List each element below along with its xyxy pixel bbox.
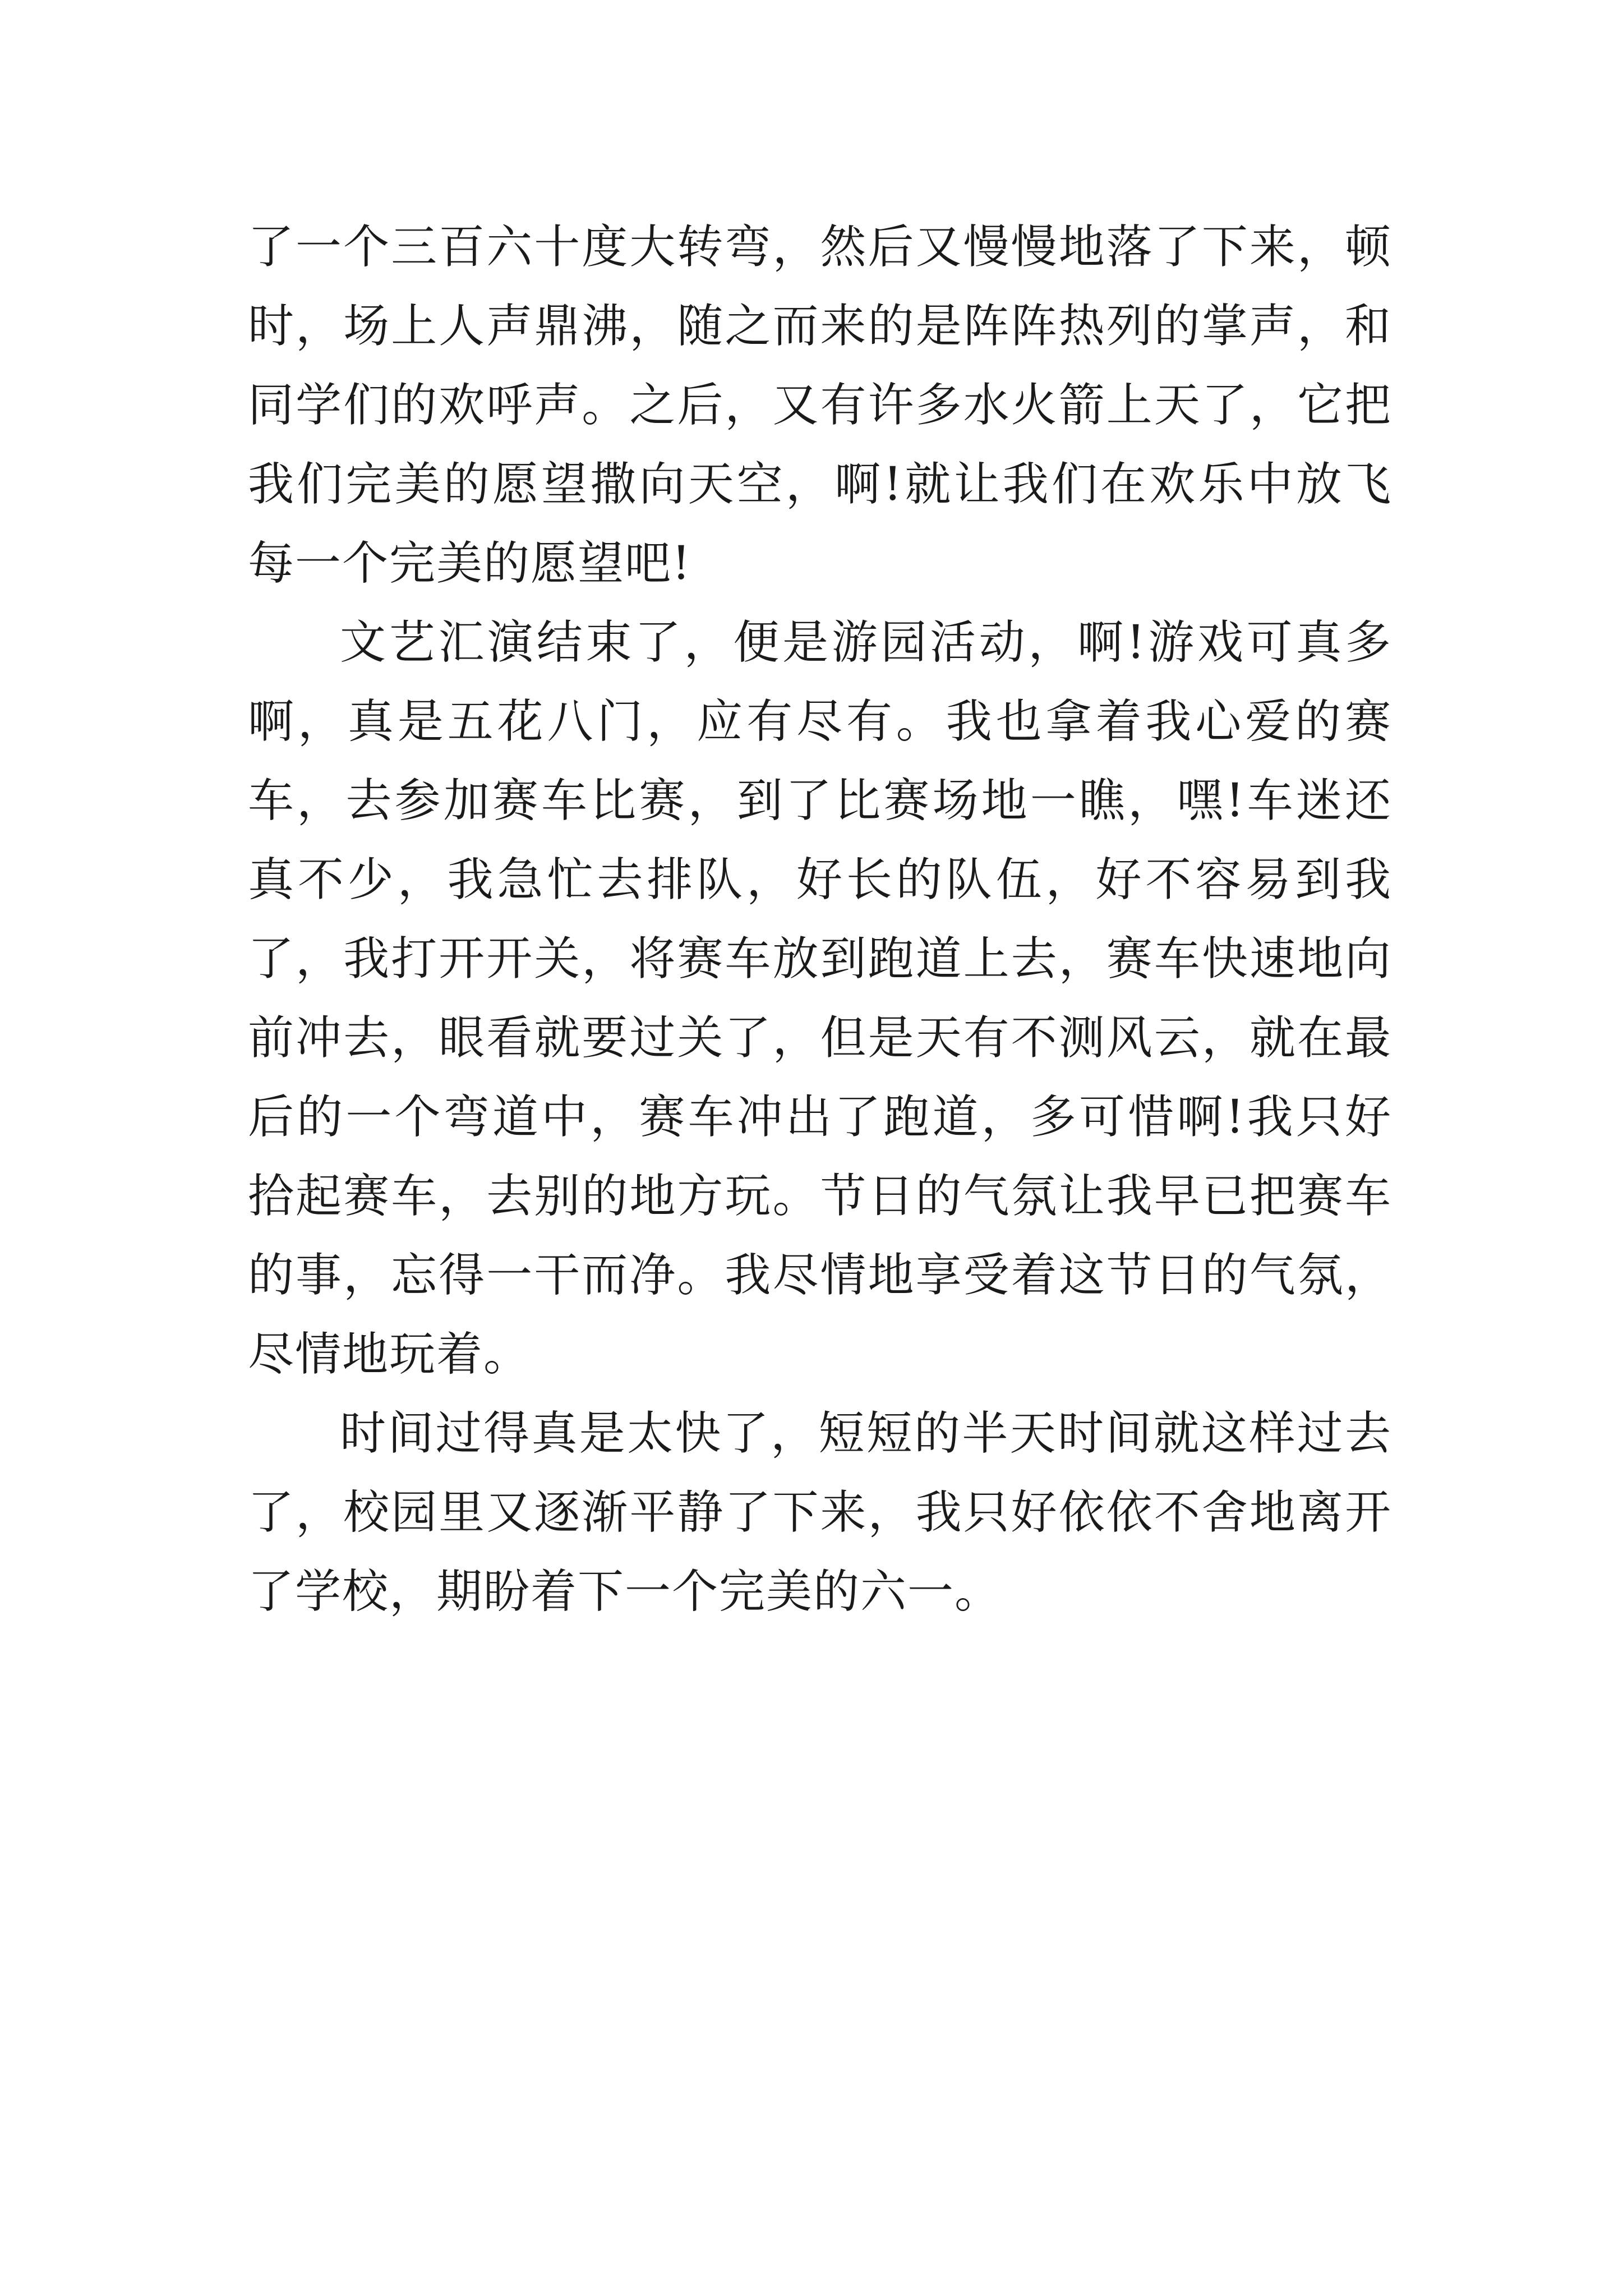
paragraph-conclusion: 时间过得真是太快了，短短的半天时间就这样过去了，校园里又逐渐平静了下来，我只好依依不舍地离开了学校，期盼着下一个完美的六一。 [248,1407,1392,1618]
paragraph-continuation: 了一个三百六十度大转弯，然后又慢慢地落了下来，顿时，场上人声鼎沸，随之而来的是阵阵热列的掌声，和同学们的欢呼声。之后，又有许多水火箭上天了，它把我们完美的愿望撒向天空，啊!就让我们在欢乐中放飞每一个完美的愿望吧! [248,220,1392,590]
paragraph-game-activity: 文艺汇演结束了，便是游园活动，啊!游戏可真多啊，真是五花八门，应有尽有。我也拿着我心爱的赛车，去参加赛车比赛，到了比赛场地一瞧，嘿!车迷还真不少，我急忙去排队，好长的队伍，好不容易到我了，我打开开关，将赛车放到跑道上去，赛车快速地向前冲去，眼看就要过关了，但是天有不测风云，就在最后的一个弯道中，赛车冲出了跑道，多可惜啊!我只好拾起赛车，去别的地方玩。节日的气氛让我早已把赛车的事，忘得一干而净。我尽情地享受着这节日的气氛，尽情地玩着。 [248,616,1392,1381]
body-text [248,208,1392,1631]
